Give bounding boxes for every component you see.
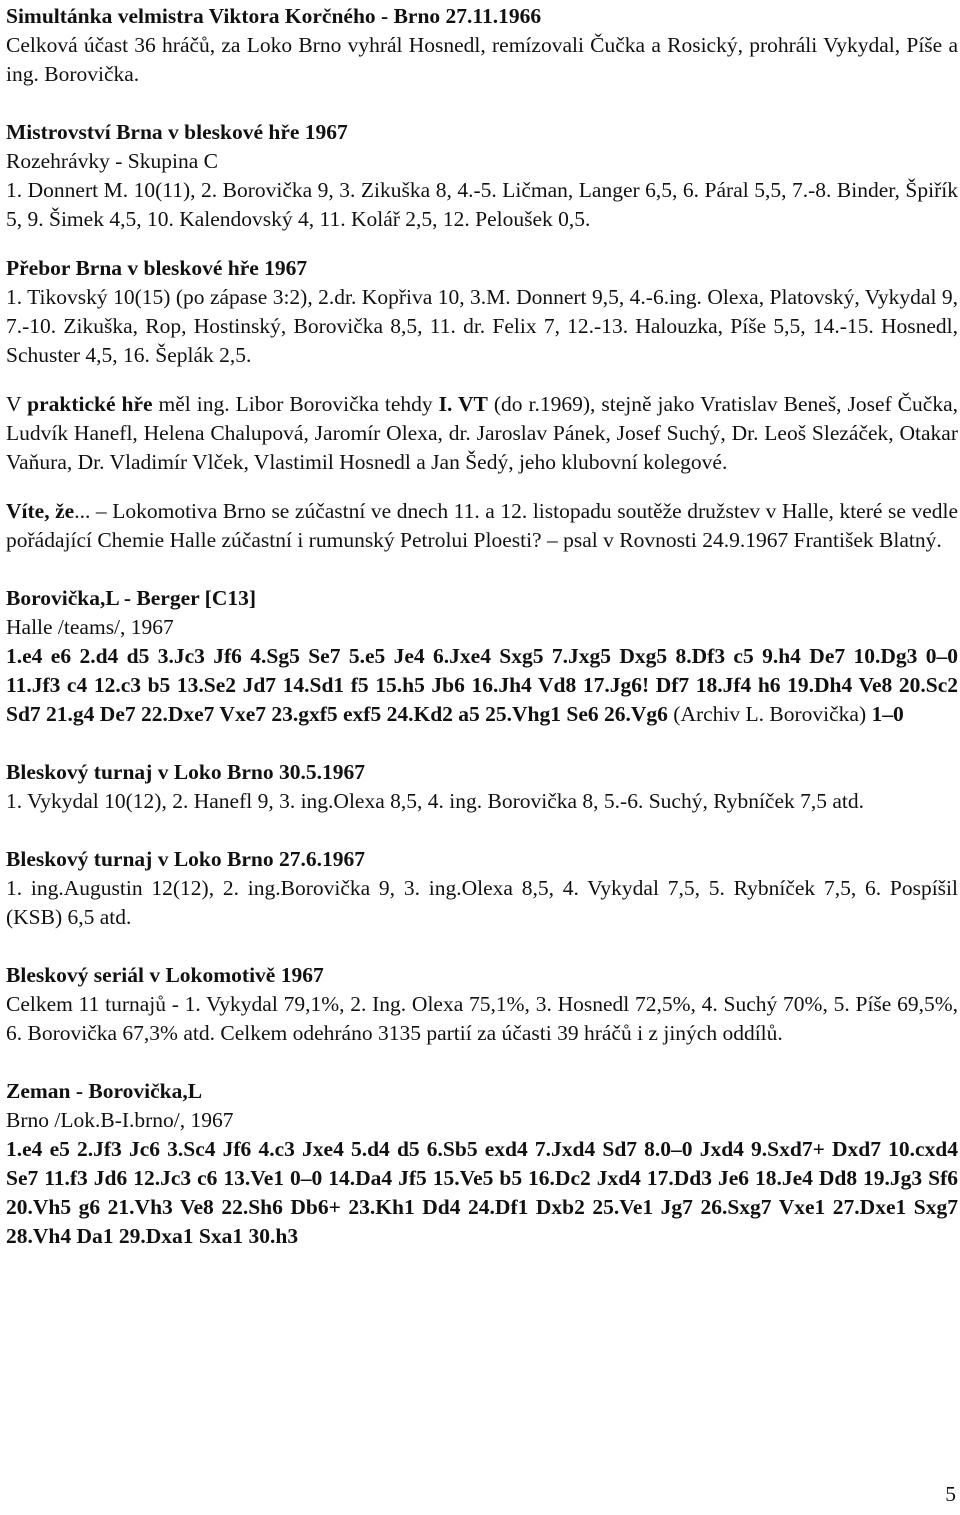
serial-text: Celkem 11 turnajů - 1. Vykydal 79,1%, 2. Ing. Olexa 75,1%, 3. Hosnedl 72,5%, 4. Suchý 70%, 5. Píše 69,5%, 6. Borovička 67,3% atd. Celkem odehráno 3135 partií za účasti 39 hráčů i z jiných oddílů. [6, 992, 958, 1045]
blesk1-text: 1. Vykydal 10(12), 2. Hanefl 9, 3. ing.Olexa 8,5, 4. ing. Borovička 8, 5.-6. Suchý, Rybníček 7,5 atd. [6, 789, 865, 813]
document-page [6, 2, 958, 1251]
game1-result: 1–0 [871, 702, 904, 726]
serial-title: Bleskový seriál v Lokomotivě 1967 [6, 963, 324, 987]
page-number: 5 [945, 1482, 956, 1506]
prakticke-paragraph [6, 390, 958, 477]
game1-title: Borovička,L - Berger [C13] [6, 586, 257, 610]
vite-paragraph [6, 497, 958, 555]
blesk2-text: 1. ing.Augustin 12(12), 2. ing.Borovička 9, 3. ing.Olexa 8,5, 4. Vykydal 7,5, 5. Rybníček 7,5, 6. Pospíšil (KSB) 6,5 atd. [6, 876, 958, 929]
mistrovstvi-text: 1. Donnert M. 10(11), 2. Borovička 9, 3. Zikuška 8, 4.-5. Ličman, Langer 6,5, 6. Páral 5,5, 7.-8. Binder, Špiřík 5, 9. Šimek 4,5, 10. Kalendovský 4, 11. Kolář 2,5, 12. Peloušek 0,5. [6, 178, 958, 231]
vite-lead: Víte, že [6, 499, 75, 523]
prakticke-rest: (do r.1969), stejně jako Vratislav Beneš, Josef Čučka, Ludvík Hanefl, Helena Chalupová, Jaromír Olexa, dr. Jaroslav Pánek, Josef Suchý, Dr. Leoš Slezáček, Otakar Vaňura, Dr. Vladimír Vlček, Vlastimil Hosnedl a Jan Šedý, jeho klubovní kolegové. [6, 392, 958, 474]
simul-title: Simultánka velmistra Viktora Korčného - Brno 27.11.1966 [6, 4, 542, 28]
simul-text: Celková účast 36 hráčů, za Loko Brno vyhrál Hosnedl, remízovali Čučka a Rosický, prohráli Vykydal, Píše a ing. Borovička. [6, 33, 958, 86]
prebor-text: 1. Tikovský 10(15) (po zápase 3:2), 2.dr. Kopřiva 10, 3.M. Donnert 9,5, 4.-6.ing. Olexa, Platovský, Vykydal 9, 7.-10. Zikuška, Rop, Hostinský, Borovička 8,5, 11. dr. Felix 7, 12.-13. Halouzka, Píše 5,5, 14.-15. Hosnedl, Schuster 4,5, 16. Šeplák 2,5. [6, 285, 958, 367]
vite-text: ... – Lokomotiva Brno se zúčastní ve dnech 11. a 12. listopadu soutěže družstev v Halle, které se vedle pořádající Chemie Halle zúčastní i rumunský Petrolui Ploesti? – psal v Rovnosti 24.9.1967 František Blatný. [6, 499, 959, 552]
prebor-title: Přebor Brna v bleskové hře 1967 [6, 256, 308, 280]
blesk1-title: Bleskový turnaj v Loko Brno 30.5.1967 [6, 760, 365, 784]
prakticke-lead: V [6, 392, 28, 416]
game1-event: Halle /teams/, 1967 [6, 615, 174, 639]
mistrovstvi-title: Mistrovství Brna v bleskové hře 1967 [6, 120, 348, 144]
mistrovstvi-subtitle: Rozehrávky - Skupina C [6, 149, 218, 173]
game1-moves-paragraph [6, 642, 958, 729]
game2-moves: 1.e4 e5 2.Jf3 Jc6 3.Sc4 Jf6 4.c3 Jxe4 5.d4 d5 6.Sb5 exd4 7.Jxd4 Sd7 8.0–0 Jxd4 9.Sxd7+ Dxd7 10.cxd4 Se7 11.f3 Jd6 12.Jc3 c6 13.Ve1 0–0 14.Da4 Jf5 15.Ve5 b5 16.Dc2 Jxd4 17.Dd3 Je6 18.Je4 Dd8 19.Jg3 Sf6 20.Vh5 g6 21.Vh3 Ve8 22.Sh6 Db6+ 23.Kh1 Dd4 24.Df1 Dxb2 25.Ve1 Jg7 26.Sxg7 Vxe1 27.Dxe1 Sxg7 28.Vh4 Da1 29.Dxa1 Sxa1 30.h3 [6, 1137, 958, 1248]
game2-title: Zeman - Borovička,L [6, 1079, 203, 1103]
game1-source: (Archiv L. Borovička) [667, 702, 872, 726]
prakticke-vt: I. VT [438, 392, 488, 416]
prakticke-mid: měl ing. Libor Borovička tehdy [152, 392, 439, 416]
prakticke-lead-bold: praktické hře [27, 392, 153, 416]
blesk2-title: Bleskový turnaj v Loko Brno 27.6.1967 [6, 847, 365, 871]
game1-moves: 1.e4 e6 2.d4 d5 3.Jc3 Jf6 4.Sg5 Se7 5.e5 Je4 6.Jxe4 Sxg5 7.Jxg5 Dxg5 8.Df3 c5 9.h4 De7 10.Dg3 0–0 11.Jf3 c4 12.c3 b5 13.Se2 Jd7 14.Sd1 f5 15.h5 Jb6 16.Jh4 Vd8 17.Jg6! Df7 18.Jf4 h6 19.Dh4 Ve8 20.Sc2 Sd7 21.g4 De7 22.Dxe7 Vxe7 23.gxf5 exf5 24.Kd2 a5 25.Vhg1 Se6 26.Vg6 [6, 644, 958, 726]
game2-event: Brno /Lok.B-I.brno/, 1967 [6, 1108, 234, 1132]
